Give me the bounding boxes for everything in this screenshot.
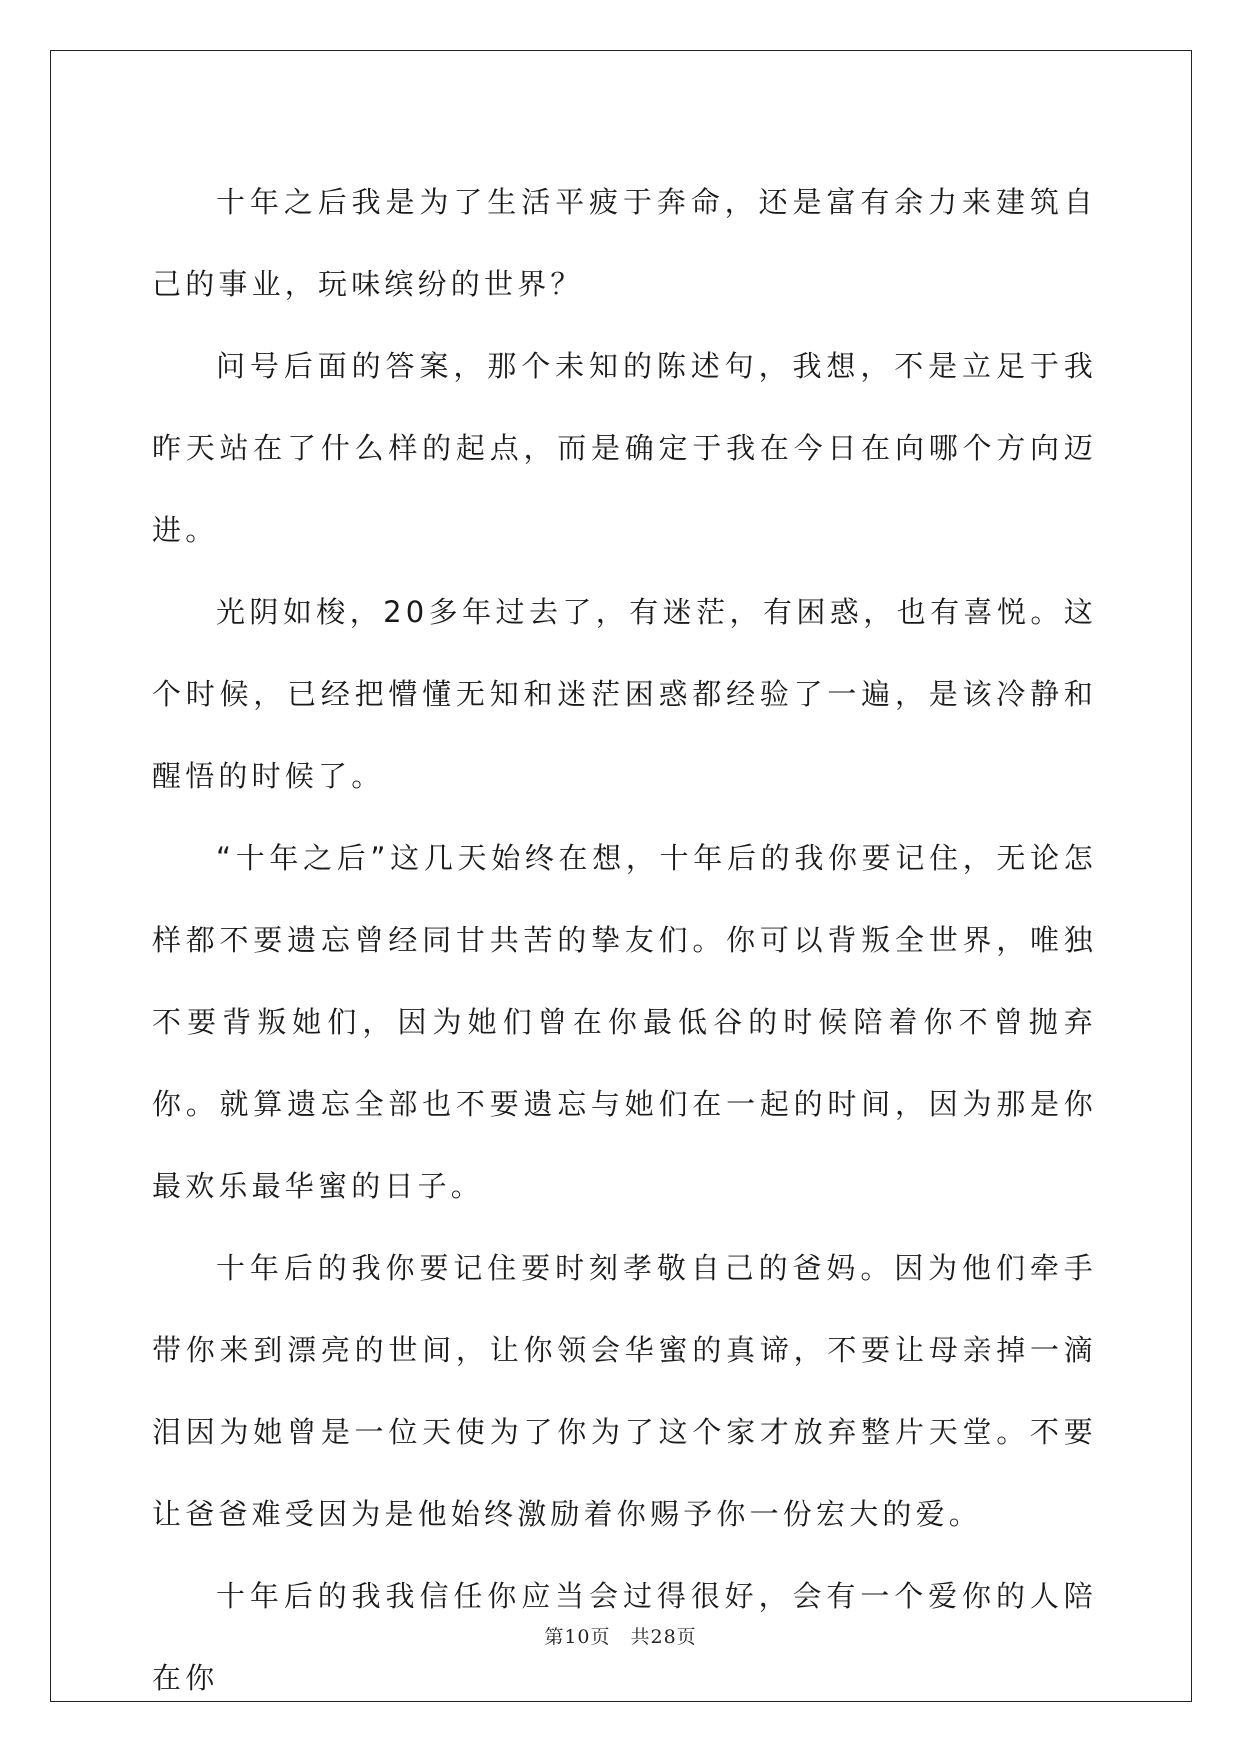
- paragraph: 问号后面的答案，那个未知的陈述句，我想，不是立足于我昨天站在了什么样的起点，而是确定于我在今日在向哪个方向迈进。: [152, 349, 1097, 547]
- paragraph: 十年之后我是为了生活平疲于奔命，还是富有余力来建筑自己的事业，玩味缤纷的世界？: [152, 185, 1097, 301]
- paragraph: 十年后的我我信任你应当会过得很好，会有一个爱你的人陪在你: [152, 1579, 1097, 1695]
- page-footer: [0, 1622, 1241, 1649]
- paragraph: “十年之后”这几天始终在想，十年后的我你要记住，无论怎样都不要遗忘曾经同甘共苦的挚友们。你可以背叛全世界，唯独不要背叛她们，因为她们曾在你最低谷的时候陪着你不曾抛弃你。就算遗忘全部也不要遗忘与她们在一起的时间，因为那是你最欢乐最华蜜的日子。: [152, 841, 1097, 1203]
- page-number: 第10页 共28页: [544, 1626, 697, 1648]
- paragraph: 十年后的我你要记住要时刻孝敬自己的爸妈。因为他们牵手带你来到漂亮的世间，让你领会华蜜的真谛，不要让母亲掉一滴泪因为她曾是一位天使为了你为了这个家才放弃整片天堂。不要让爸爸难受因为是他始终激励着你赐予你一份宏大的爱。: [152, 1251, 1097, 1531]
- document-body: [152, 161, 1097, 1719]
- paragraph: 光阴如梭，20多年过去了，有迷茫，有困惑，也有喜悦。这个时候，已经把懵懂无知和迷茫困惑都经验了一遍，是该冷静和醒悟的时候了。: [152, 595, 1097, 793]
